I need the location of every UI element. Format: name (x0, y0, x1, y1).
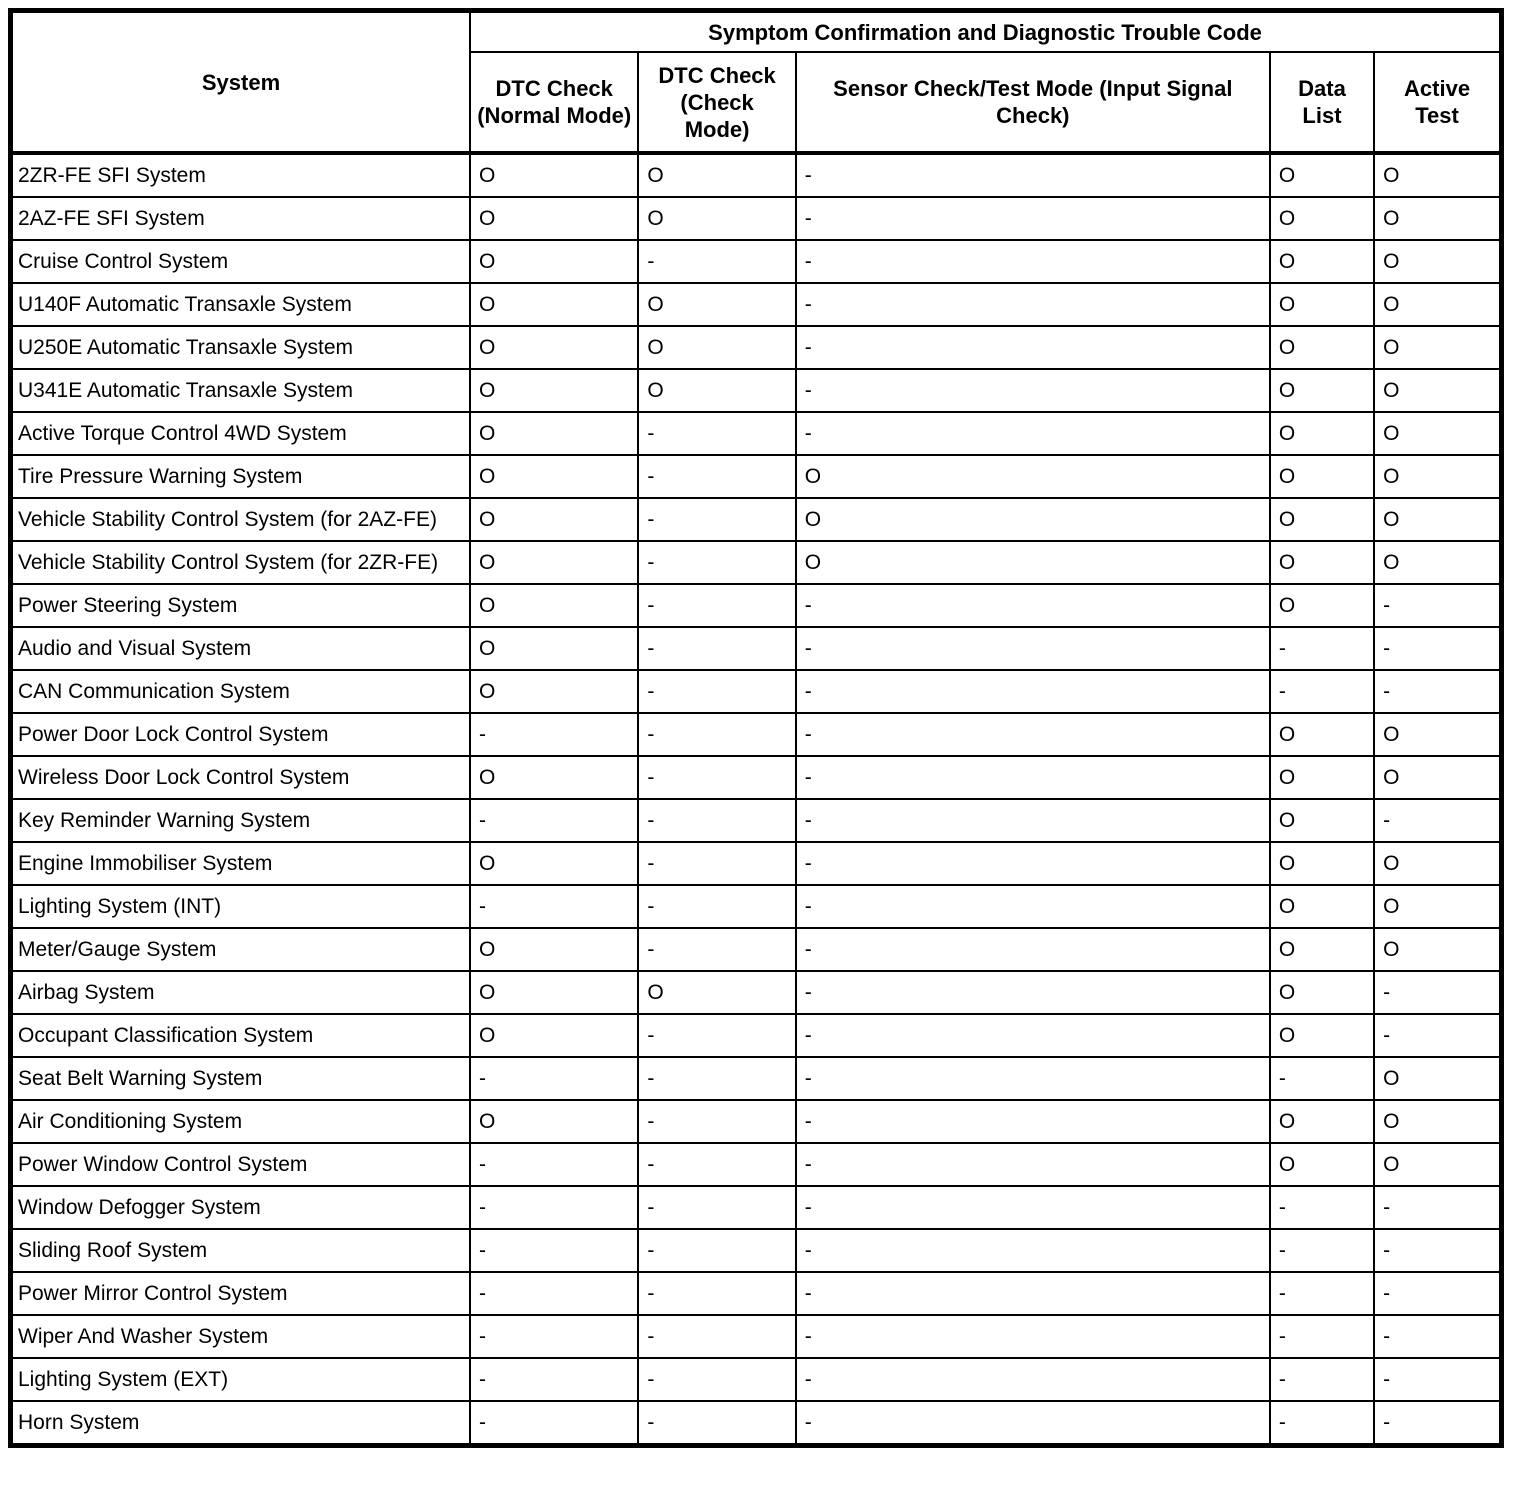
cell-dtc-check-check-mode: - (638, 1057, 795, 1100)
column-header-system: System (11, 11, 471, 154)
cell-data-list: O (1270, 1143, 1374, 1186)
cell-dtc-check-check-mode: - (638, 1100, 795, 1143)
column-header-dtc-check-normal-mode: DTC Check (Normal Mode) (470, 52, 638, 153)
cell-data-list: - (1270, 1186, 1374, 1229)
system-name: CAN Communication System (11, 670, 471, 713)
cell-dtc-check-check-mode: - (638, 842, 795, 885)
cell-data-list: O (1270, 1100, 1374, 1143)
cell-dtc-check-check-mode: - (638, 885, 795, 928)
cell-dtc-check-normal-mode: - (470, 799, 638, 842)
cell-dtc-check-check-mode: O (638, 197, 795, 240)
cell-active-test: - (1374, 670, 1501, 713)
system-name: Meter/Gauge System (11, 928, 471, 971)
system-name: Active Torque Control 4WD System (11, 412, 471, 455)
cell-active-test: O (1374, 928, 1501, 971)
cell-dtc-check-normal-mode: O (470, 498, 638, 541)
cell-active-test: - (1374, 1229, 1501, 1272)
cell-active-test: - (1374, 971, 1501, 1014)
diagnostic-systems-table (8, 8, 1504, 1448)
cell-data-list: O (1270, 842, 1374, 885)
table-row (11, 1272, 1502, 1315)
system-name: U250E Automatic Transaxle System (11, 326, 471, 369)
cell-dtc-check-normal-mode: O (470, 1014, 638, 1057)
table-row (11, 1143, 1502, 1186)
table-row (11, 369, 1502, 412)
column-header-dtc-check-check-mode: DTC Check (Check Mode) (638, 52, 795, 153)
cell-sensor-check-test-mode: - (796, 928, 1270, 971)
cell-dtc-check-check-mode: - (638, 1315, 795, 1358)
system-name: Sliding Roof System (11, 1229, 471, 1272)
cell-dtc-check-normal-mode: - (470, 713, 638, 756)
cell-dtc-check-check-mode: - (638, 498, 795, 541)
cell-active-test: - (1374, 1358, 1501, 1401)
table-row (11, 283, 1502, 326)
cell-dtc-check-check-mode: - (638, 713, 795, 756)
cell-sensor-check-test-mode: - (796, 1100, 1270, 1143)
cell-data-list: O (1270, 584, 1374, 627)
cell-dtc-check-check-mode: - (638, 455, 795, 498)
cell-dtc-check-normal-mode: - (470, 1401, 638, 1446)
cell-active-test: O (1374, 756, 1501, 799)
table-row (11, 1100, 1502, 1143)
cell-dtc-check-normal-mode: - (470, 885, 638, 928)
cell-data-list: O (1270, 326, 1374, 369)
cell-dtc-check-normal-mode: O (470, 971, 638, 1014)
cell-dtc-check-normal-mode: - (470, 1358, 638, 1401)
system-name: Engine Immobiliser System (11, 842, 471, 885)
cell-dtc-check-normal-mode: - (470, 1229, 638, 1272)
cell-dtc-check-normal-mode: O (470, 928, 638, 971)
table-row (11, 1358, 1502, 1401)
cell-dtc-check-check-mode: - (638, 928, 795, 971)
cell-dtc-check-check-mode: O (638, 326, 795, 369)
system-name: Tire Pressure Warning System (11, 455, 471, 498)
cell-dtc-check-normal-mode: - (470, 1186, 638, 1229)
cell-dtc-check-check-mode: - (638, 799, 795, 842)
cell-active-test: O (1374, 541, 1501, 584)
cell-data-list: O (1270, 153, 1374, 197)
column-header-sensor-check-test-mode: Sensor Check/Test Mode (Input Signal Check) (796, 52, 1270, 153)
table-row (11, 541, 1502, 584)
cell-data-list: - (1270, 1272, 1374, 1315)
header-row-top (11, 11, 1502, 53)
cell-active-test: - (1374, 1315, 1501, 1358)
table-row (11, 498, 1502, 541)
system-name: Air Conditioning System (11, 1100, 471, 1143)
cell-dtc-check-normal-mode: O (470, 455, 638, 498)
cell-dtc-check-normal-mode: O (470, 670, 638, 713)
cell-dtc-check-check-mode: - (638, 584, 795, 627)
cell-sensor-check-test-mode: - (796, 1057, 1270, 1100)
cell-active-test: O (1374, 498, 1501, 541)
table-row (11, 1401, 1502, 1446)
cell-active-test: - (1374, 627, 1501, 670)
table-row (11, 584, 1502, 627)
cell-active-test: O (1374, 1143, 1501, 1186)
system-name: Window Defogger System (11, 1186, 471, 1229)
cell-sensor-check-test-mode: - (796, 971, 1270, 1014)
table-row (11, 1229, 1502, 1272)
cell-sensor-check-test-mode: - (796, 1401, 1270, 1446)
cell-dtc-check-check-mode: - (638, 1358, 795, 1401)
cell-active-test: O (1374, 197, 1501, 240)
cell-data-list: O (1270, 713, 1374, 756)
cell-active-test: O (1374, 885, 1501, 928)
cell-dtc-check-normal-mode: O (470, 153, 638, 197)
cell-active-test: - (1374, 799, 1501, 842)
cell-sensor-check-test-mode: O (796, 455, 1270, 498)
cell-active-test: O (1374, 842, 1501, 885)
cell-dtc-check-check-mode: - (638, 1014, 795, 1057)
cell-active-test: O (1374, 412, 1501, 455)
cell-data-list: O (1270, 455, 1374, 498)
table-row (11, 240, 1502, 283)
cell-dtc-check-check-mode: - (638, 1186, 795, 1229)
cell-data-list: O (1270, 1014, 1374, 1057)
table-row (11, 627, 1502, 670)
system-name: Lighting System (INT) (11, 885, 471, 928)
cell-dtc-check-check-mode: O (638, 283, 795, 326)
cell-dtc-check-check-mode: - (638, 670, 795, 713)
cell-dtc-check-check-mode: O (638, 971, 795, 1014)
table-row (11, 799, 1502, 842)
system-name: 2ZR-FE SFI System (11, 153, 471, 197)
cell-sensor-check-test-mode: - (796, 627, 1270, 670)
system-name: U341E Automatic Transaxle System (11, 369, 471, 412)
cell-dtc-check-normal-mode: O (470, 627, 638, 670)
cell-sensor-check-test-mode: - (796, 153, 1270, 197)
cell-data-list: O (1270, 541, 1374, 584)
cell-dtc-check-normal-mode: - (470, 1272, 638, 1315)
table-row (11, 455, 1502, 498)
table-row (11, 1057, 1502, 1100)
cell-sensor-check-test-mode: - (796, 1315, 1270, 1358)
cell-dtc-check-normal-mode: O (470, 197, 638, 240)
table-header (11, 11, 1502, 154)
cell-sensor-check-test-mode: - (796, 283, 1270, 326)
column-header-symptom-confirmation: Symptom Confirmation and Diagnostic Trouble Code (470, 11, 1501, 53)
cell-active-test: O (1374, 153, 1501, 197)
column-header-active-test: Active Test (1374, 52, 1501, 153)
cell-sensor-check-test-mode: - (796, 1186, 1270, 1229)
system-name: Lighting System (EXT) (11, 1358, 471, 1401)
cell-sensor-check-test-mode: - (796, 842, 1270, 885)
cell-active-test: O (1374, 455, 1501, 498)
cell-dtc-check-normal-mode: O (470, 1100, 638, 1143)
cell-active-test: - (1374, 1272, 1501, 1315)
table-row (11, 885, 1502, 928)
cell-data-list: O (1270, 369, 1374, 412)
cell-data-list: O (1270, 498, 1374, 541)
cell-active-test: O (1374, 1057, 1501, 1100)
cell-data-list: O (1270, 928, 1374, 971)
cell-data-list: - (1270, 1229, 1374, 1272)
cell-sensor-check-test-mode: - (796, 1014, 1270, 1057)
cell-sensor-check-test-mode: - (796, 240, 1270, 283)
cell-data-list: - (1270, 1358, 1374, 1401)
cell-active-test: - (1374, 1186, 1501, 1229)
cell-data-list: O (1270, 240, 1374, 283)
cell-sensor-check-test-mode: O (796, 541, 1270, 584)
cell-sensor-check-test-mode: - (796, 756, 1270, 799)
cell-sensor-check-test-mode: O (796, 498, 1270, 541)
cell-sensor-check-test-mode: - (796, 1143, 1270, 1186)
cell-active-test: - (1374, 1401, 1501, 1446)
cell-data-list: O (1270, 756, 1374, 799)
system-name: Wiper And Washer System (11, 1315, 471, 1358)
cell-dtc-check-normal-mode: - (470, 1143, 638, 1186)
table-row (11, 713, 1502, 756)
table-row (11, 928, 1502, 971)
cell-data-list: - (1270, 1057, 1374, 1100)
cell-dtc-check-normal-mode: O (470, 584, 638, 627)
system-name: Audio and Visual System (11, 627, 471, 670)
system-name: U140F Automatic Transaxle System (11, 283, 471, 326)
cell-active-test: O (1374, 240, 1501, 283)
system-name: Occupant Classification System (11, 1014, 471, 1057)
table-row (11, 756, 1502, 799)
cell-sensor-check-test-mode: - (796, 197, 1270, 240)
cell-dtc-check-check-mode: - (638, 240, 795, 283)
cell-data-list: - (1270, 1401, 1374, 1446)
cell-active-test: - (1374, 584, 1501, 627)
cell-dtc-check-check-mode: - (638, 1401, 795, 1446)
cell-dtc-check-normal-mode: O (470, 842, 638, 885)
cell-dtc-check-check-mode: - (638, 541, 795, 584)
table-row (11, 153, 1502, 197)
cell-dtc-check-normal-mode: O (470, 240, 638, 283)
cell-sensor-check-test-mode: - (796, 369, 1270, 412)
cell-sensor-check-test-mode: - (796, 412, 1270, 455)
cell-data-list: O (1270, 799, 1374, 842)
cell-data-list: O (1270, 885, 1374, 928)
system-name: Power Window Control System (11, 1143, 471, 1186)
table-row (11, 1315, 1502, 1358)
cell-dtc-check-normal-mode: O (470, 412, 638, 455)
cell-data-list: - (1270, 1315, 1374, 1358)
cell-sensor-check-test-mode: - (796, 670, 1270, 713)
cell-active-test: - (1374, 1014, 1501, 1057)
system-name: Seat Belt Warning System (11, 1057, 471, 1100)
system-name: Wireless Door Lock Control System (11, 756, 471, 799)
cell-sensor-check-test-mode: - (796, 799, 1270, 842)
table-row (11, 842, 1502, 885)
cell-sensor-check-test-mode: - (796, 1358, 1270, 1401)
cell-dtc-check-normal-mode: O (470, 326, 638, 369)
cell-dtc-check-normal-mode: O (470, 369, 638, 412)
cell-active-test: O (1374, 713, 1501, 756)
system-name: 2AZ-FE SFI System (11, 197, 471, 240)
system-name: Key Reminder Warning System (11, 799, 471, 842)
cell-dtc-check-check-mode: - (638, 756, 795, 799)
cell-dtc-check-normal-mode: O (470, 283, 638, 326)
cell-data-list: O (1270, 971, 1374, 1014)
table-body (11, 153, 1502, 1446)
cell-data-list: O (1270, 197, 1374, 240)
cell-dtc-check-check-mode: - (638, 627, 795, 670)
system-name: Horn System (11, 1401, 471, 1446)
table-row (11, 412, 1502, 455)
cell-data-list: O (1270, 283, 1374, 326)
column-header-data-list: Data List (1270, 52, 1374, 153)
table-row (11, 326, 1502, 369)
cell-dtc-check-check-mode: - (638, 412, 795, 455)
system-name: Power Mirror Control System (11, 1272, 471, 1315)
cell-dtc-check-normal-mode: - (470, 1057, 638, 1100)
cell-dtc-check-normal-mode: - (470, 1315, 638, 1358)
cell-dtc-check-check-mode: O (638, 153, 795, 197)
system-name: Power Door Lock Control System (11, 713, 471, 756)
cell-data-list: - (1270, 627, 1374, 670)
cell-dtc-check-check-mode: - (638, 1143, 795, 1186)
cell-data-list: O (1270, 412, 1374, 455)
cell-sensor-check-test-mode: - (796, 1229, 1270, 1272)
cell-active-test: O (1374, 369, 1501, 412)
cell-sensor-check-test-mode: - (796, 1272, 1270, 1315)
system-name: Cruise Control System (11, 240, 471, 283)
table-row (11, 971, 1502, 1014)
system-name: Vehicle Stability Control System (for 2AZ-FE) (11, 498, 471, 541)
table-row (11, 1186, 1502, 1229)
cell-active-test: O (1374, 1100, 1501, 1143)
cell-dtc-check-check-mode: - (638, 1272, 795, 1315)
system-name: Airbag System (11, 971, 471, 1014)
cell-dtc-check-check-mode: - (638, 1229, 795, 1272)
cell-dtc-check-normal-mode: O (470, 541, 638, 584)
system-name: Power Steering System (11, 584, 471, 627)
cell-active-test: O (1374, 326, 1501, 369)
cell-dtc-check-check-mode: O (638, 369, 795, 412)
system-name: Vehicle Stability Control System (for 2ZR-FE) (11, 541, 471, 584)
cell-sensor-check-test-mode: - (796, 885, 1270, 928)
cell-dtc-check-normal-mode: O (470, 756, 638, 799)
cell-active-test: O (1374, 283, 1501, 326)
table-row (11, 197, 1502, 240)
table-row (11, 1014, 1502, 1057)
cell-sensor-check-test-mode: - (796, 713, 1270, 756)
cell-sensor-check-test-mode: - (796, 584, 1270, 627)
cell-data-list: - (1270, 670, 1374, 713)
cell-sensor-check-test-mode: - (796, 326, 1270, 369)
table-row (11, 670, 1502, 713)
